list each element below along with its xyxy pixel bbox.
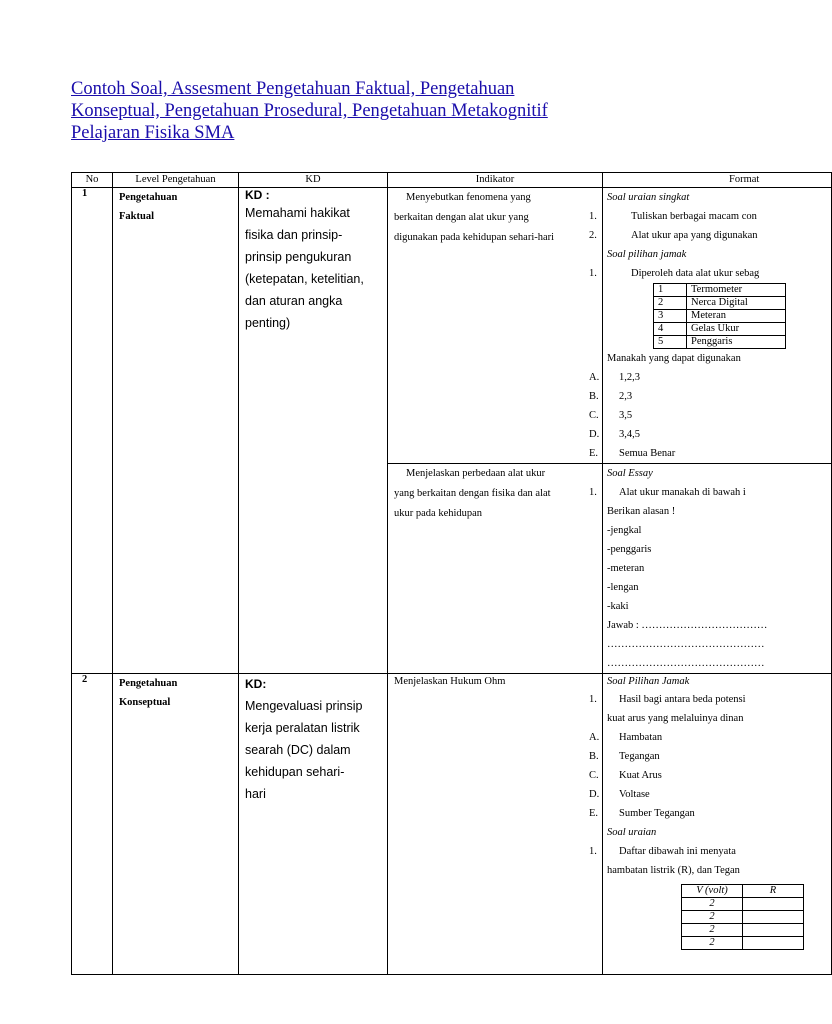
question-number: 1. — [589, 694, 597, 705]
option-label: C. — [589, 770, 599, 781]
option-text: 3,4,5 — [619, 429, 640, 440]
option-text: Semua Benar — [619, 448, 676, 459]
option-label: D. — [589, 429, 600, 440]
instrument-number: 5 — [654, 336, 687, 349]
assessment-table — [71, 172, 832, 975]
table-row — [72, 188, 832, 464]
question-text: Berikan alasan ! — [607, 506, 676, 517]
level-text: Konseptual — [119, 697, 171, 708]
row-number: 2 — [72, 674, 113, 975]
indikator-line: berkaitan dengan alat ukur yang — [394, 212, 529, 223]
title-link-line1[interactable]: Contoh Soal, Assesment Pengetahuan Faktual, Pengetahuan — [71, 79, 515, 99]
instrument-name: Gelas Ukur — [687, 323, 786, 336]
kd-heading: KD: — [245, 677, 267, 691]
voltage-table — [681, 884, 804, 950]
question-number: 1. — [589, 487, 597, 498]
instrument-number: 2 — [654, 297, 687, 310]
question-number: 1. — [589, 846, 597, 857]
kd-line: kerja peralatan listrik — [245, 721, 360, 735]
resistance-value — [743, 924, 804, 937]
list-item: -kaki — [607, 601, 629, 612]
list-item: -jengkal — [607, 525, 642, 536]
question-text: Diperoleh data alat ukur sebag — [631, 268, 760, 279]
table-header-row — [72, 173, 832, 188]
answer-option — [589, 425, 831, 444]
answer-line: ……………………………………… — [607, 658, 765, 669]
question-type-label: Soal Pilihan Jamak — [607, 676, 690, 687]
kd-heading: KD : — [245, 188, 270, 202]
question-prompt: Manakah yang dapat digunakan — [607, 353, 741, 364]
instrument-number: 4 — [654, 323, 687, 336]
row-number: 1 — [72, 188, 113, 674]
option-label: E. — [589, 808, 599, 819]
option-label: D. — [589, 789, 600, 800]
header-no: No — [72, 173, 113, 188]
instrument-row — [654, 310, 786, 323]
column-header: R — [743, 885, 804, 898]
list-item: -meteran — [607, 563, 645, 574]
kd-line: kehidupan sehari- — [245, 765, 345, 779]
answer-option — [589, 406, 831, 425]
resistance-value — [743, 937, 804, 950]
voltage-table-row — [682, 937, 804, 950]
resistance-value — [743, 898, 804, 911]
title-link-line2[interactable]: Konseptual, Pengetahuan Prosedural, Pengetahuan Metakognitif — [71, 101, 548, 121]
voltage-value: 2 — [682, 898, 743, 911]
column-header: V (volt) — [682, 885, 743, 898]
kd-line: fisika dan prinsip- — [245, 228, 343, 242]
header-format: Format — [603, 173, 832, 188]
instrument-row — [654, 297, 786, 310]
question-type-label: Soal pilihan jamak — [607, 249, 687, 260]
kd-line: (ketepatan, ketelitian, — [245, 272, 364, 286]
instrument-row — [654, 284, 786, 297]
kd-line: Mengevaluasi prinsip — [245, 699, 363, 713]
question-item — [589, 483, 831, 502]
voltage-table-row — [682, 924, 804, 937]
level-cell — [113, 674, 239, 975]
answer-option — [589, 785, 831, 804]
indikator-cell — [388, 188, 603, 464]
resistance-value — [743, 911, 804, 924]
answer-option — [589, 728, 831, 747]
indikator-line: Menjelaskan perbedaan alat ukur — [406, 468, 546, 479]
title-link-line3[interactable]: Pelajaran Fisika SMA — [71, 123, 235, 143]
format-cell — [589, 464, 832, 674]
kd-line: searah (DC) dalam — [245, 743, 351, 757]
answer-option — [589, 368, 831, 387]
level-text: Pengetahuan — [119, 678, 178, 689]
format-cell — [589, 188, 832, 464]
instrument-name: Meteran — [687, 310, 786, 323]
list-item: -lengan — [607, 582, 639, 593]
assessment-table-wrapper — [71, 172, 777, 958]
level-text: Pengetahuan — [119, 192, 178, 203]
level-cell — [113, 188, 239, 674]
option-label: E. — [589, 448, 599, 459]
option-text: 1,2,3 — [619, 372, 640, 383]
instrument-name: Penggaris — [687, 336, 786, 349]
kd-line: penting) — [245, 316, 291, 330]
instrument-row — [654, 336, 786, 349]
option-label: A. — [589, 372, 600, 383]
header-kd: KD — [239, 173, 388, 188]
option-label: C. — [589, 410, 599, 421]
option-text: Voltase — [619, 789, 650, 800]
voltage-value: 2 — [682, 937, 743, 950]
question-item — [589, 264, 831, 283]
question-text: Alat ukur manakah di bawah i — [619, 487, 746, 498]
voltage-value: 2 — [682, 911, 743, 924]
document-title[interactable] — [71, 78, 771, 144]
kd-line: hari — [245, 787, 266, 801]
option-text: Sumber Tegangan — [619, 808, 695, 819]
question-item — [589, 690, 831, 709]
header-level: Level Pengetahuan — [113, 173, 239, 188]
question-text: hambatan listrik (R), dan Tegan — [607, 865, 740, 876]
table-row — [72, 674, 832, 975]
question-item — [589, 226, 831, 245]
instrument-name: Termometer — [687, 284, 786, 297]
option-label: B. — [589, 391, 599, 402]
kd-cell — [239, 674, 388, 975]
option-text: Hambatan — [619, 732, 663, 743]
header-indikator: Indikator — [388, 173, 603, 188]
question-text: Daftar dibawah ini menyata — [619, 846, 736, 857]
question-text: kuat arus yang melaluinya dinan — [607, 713, 744, 724]
voltage-table-header — [682, 885, 804, 898]
answer-line: Jawab : ……………………………… — [607, 620, 768, 631]
question-type-label: Soal uraian singkat — [607, 192, 690, 203]
kd-line: Memahami hakikat — [245, 206, 350, 220]
answer-option — [589, 387, 831, 406]
kd-cell — [239, 188, 388, 674]
voltage-table-row — [682, 911, 804, 924]
question-item — [589, 842, 831, 861]
kd-line: prinsip pengukuran — [245, 250, 352, 264]
indikator-line: Menjelaskan Hukum Ohm — [394, 676, 506, 687]
option-label: B. — [589, 751, 599, 762]
instrument-list-table — [653, 283, 786, 349]
voltage-table-row — [682, 898, 804, 911]
list-item: -penggaris — [607, 544, 652, 555]
question-number: 2. — [589, 230, 597, 241]
indikator-cell — [388, 464, 603, 674]
indikator-cell — [388, 674, 603, 975]
question-text: Tuliskan berbagai macam con — [631, 211, 757, 222]
option-text: 3,5 — [619, 410, 633, 421]
question-type-label: Soal Essay — [607, 468, 653, 479]
question-number: 1. — [589, 268, 597, 279]
option-text: Kuat Arus — [619, 770, 662, 781]
option-text: 2,3 — [619, 391, 633, 402]
format-cell — [589, 674, 832, 975]
answer-option — [589, 747, 831, 766]
answer-option — [589, 804, 831, 823]
instrument-row — [654, 323, 786, 336]
question-item — [589, 207, 831, 226]
option-text: Tegangan — [619, 751, 660, 762]
instrument-number: 3 — [654, 310, 687, 323]
indikator-line: digunakan pada kehidupan sehari-hari — [394, 232, 555, 243]
level-text: Faktual — [119, 211, 155, 222]
question-text: Alat ukur apa yang digunakan — [631, 230, 758, 241]
answer-option — [589, 766, 831, 785]
question-type-label: Soal uraian — [607, 827, 657, 838]
question-number: 1. — [589, 211, 597, 222]
answer-line: ……………………………………… — [607, 639, 765, 650]
indikator-line: ukur pada kehidupan — [394, 508, 483, 519]
indikator-line: yang berkaitan dengan fisika dan alat — [394, 488, 551, 499]
answer-option — [589, 444, 831, 463]
question-text: Hasil bagi antara beda potensi — [619, 694, 746, 705]
instrument-number: 1 — [654, 284, 687, 297]
option-label: A. — [589, 732, 600, 743]
instrument-name: Nerca Digital — [687, 297, 786, 310]
voltage-value: 2 — [682, 924, 743, 937]
indikator-line: Menyebutkan fenomena yang — [406, 192, 531, 203]
kd-line: dan aturan angka — [245, 294, 343, 308]
